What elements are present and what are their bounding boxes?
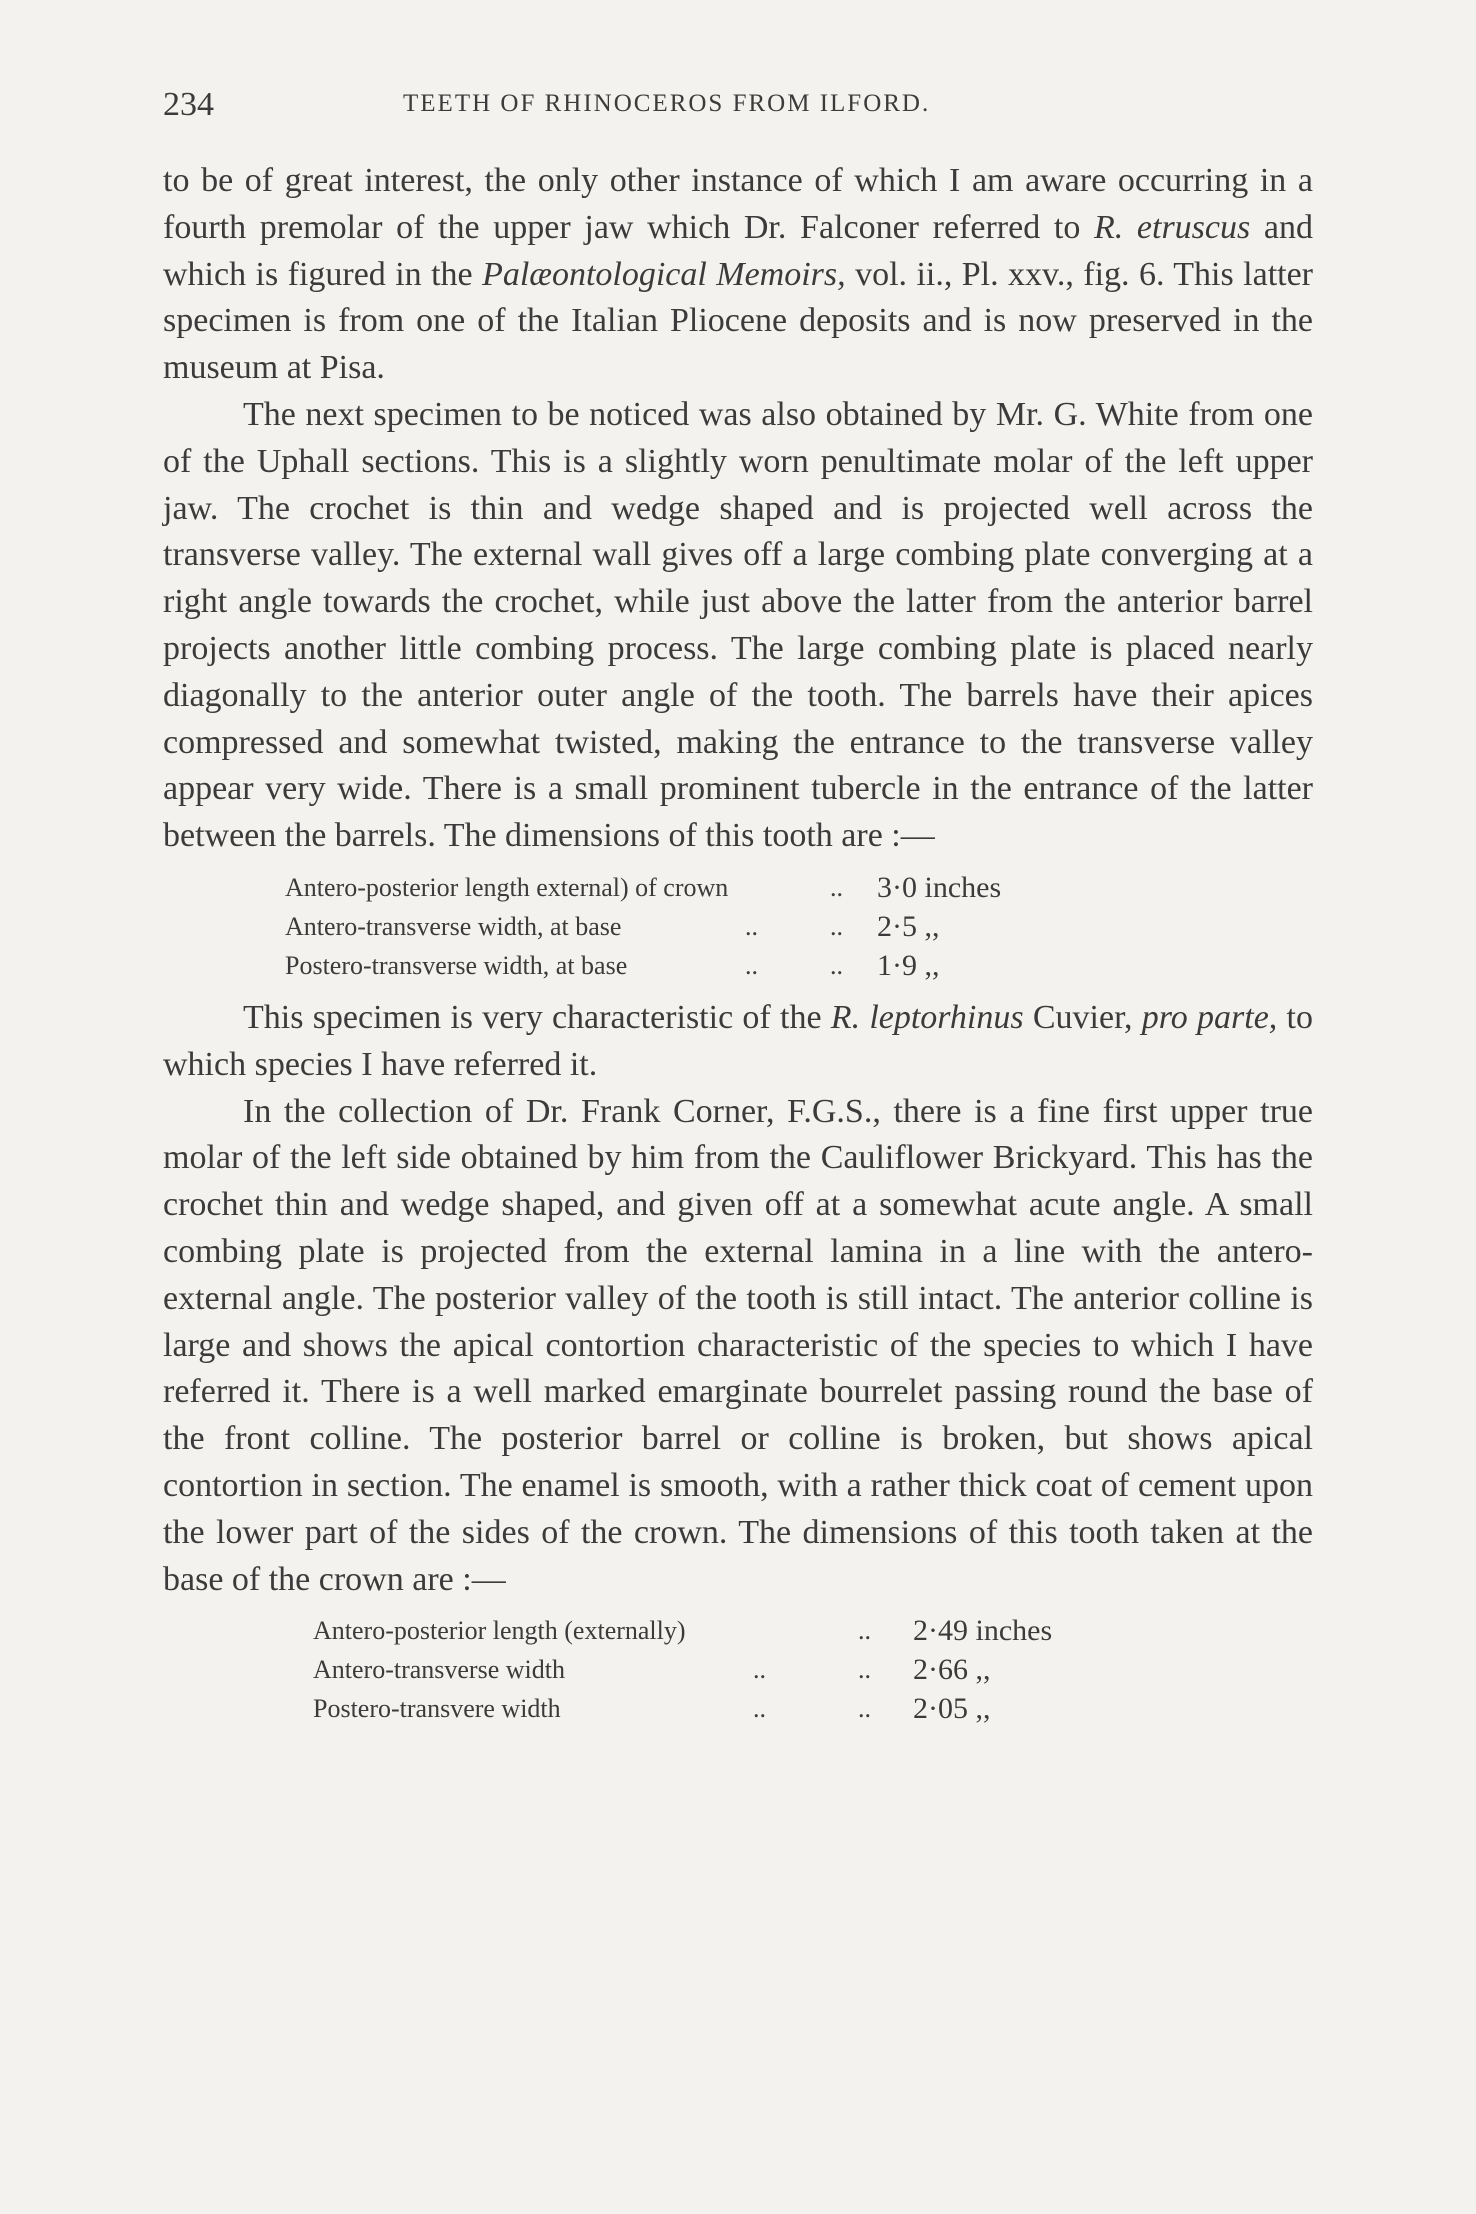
table-row	[285, 946, 1313, 985]
running-head	[163, 86, 1313, 134]
dimensions-table-2	[313, 1611, 1313, 1728]
text-run: and which is figured in the	[163, 208, 1314, 293]
dimension-label: Antero-posterior length external) of crown	[285, 872, 729, 902]
body-text	[163, 158, 1313, 1738]
leader-dots: ..	[753, 1694, 766, 1724]
dimension-label: Antero-posterior length (externally)	[313, 1616, 686, 1646]
dimension-value: 2·05 ,,	[913, 1692, 991, 1726]
dimension-value: 3·0 inches	[877, 870, 1002, 904]
text-run: vol. ii., Pl. xxv., fig. 6. This latter specimen is from one of the Italian Pliocene deposits and is now preserved in the museum at Pisa.	[163, 255, 1313, 387]
dimension-label: Antero-transverse width, at base	[285, 911, 622, 941]
dimension-value: 1·9 ,,	[877, 948, 940, 982]
table-row	[313, 1611, 1313, 1650]
text-run: This specimen is very characteristic of the	[243, 998, 831, 1036]
paragraph-3	[163, 995, 1313, 1089]
text-run: to be of great interest, the only other instance of which I am aware occurring in a fourth premolar of the upper jaw which Dr. Falconer referred to	[163, 162, 1313, 246]
dimension-label: Antero-transverse width	[313, 1655, 565, 1685]
leader-dots: ..	[858, 1694, 871, 1724]
dimension-value: 2·66 ,,	[913, 1653, 991, 1687]
leader-dots: ..	[858, 1655, 871, 1685]
dimension-value: 2·49 inches	[913, 1614, 1053, 1648]
leader-dots: ..	[830, 950, 843, 980]
page-number: 234	[163, 86, 214, 123]
dimension-label: Postero-transverse width, at base	[285, 950, 628, 980]
table-row	[313, 1650, 1313, 1689]
table-row	[313, 1689, 1313, 1728]
paragraph-1	[163, 158, 1313, 392]
text-run: to which species I have referred it.	[163, 998, 1313, 1083]
running-title: TEETH OF RHINOCEROS FROM ILFORD.	[403, 90, 931, 117]
paragraph-2: The next specimen to be noticed was also obtained by Mr. G. White from one of the Uphall sections. This is a slightly worn penultimate molar of the left upper jaw. The crochet is thin and wedge shaped and is projected well across the transverse valley. The external wall gives off a large combing plate converging at a right angle towards the crochet, while just above the latter from the anterior barrel projects another little combing process. The large combing plate is placed nearly diagonally to the anterior outer angle of the tooth. The barrels have their apices compressed and somewhat twisted, making the entrance to the transverse valley appear very wide. There is a small prominent tubercle in the entrance of the latter between the barrels. The dimensions of this tooth are :—	[163, 395, 1313, 855]
leader-dots: ..	[830, 872, 843, 902]
table-row	[285, 907, 1313, 946]
paragraph-4: In the collection of Dr. Frank Corner, F.G.S., there is a fine first upper true molar of the left side obtained by him from the Cauliflower Brickyard. This has the crochet thin and wedge shaped, and given off at a somewhat acute angle. A small combing plate is projected from the external lamina in a line with the antero-external angle. The posterior valley of the tooth is still intact. The anterior colline is large and shows the apical contortion characteristic of the species to which I have referred it. There is a well marked emarginate bourrelet passing round the base of the front colline. The posterior barrel or colline is broken, but shows apical contortion in section. The enamel is smooth, with a rather thick coat of cement upon the lower part of the sides of the crown. The dimensions of this tooth taken at the base of the crown are :—	[163, 1092, 1313, 1598]
table-row	[285, 868, 1313, 907]
species-name: R. etruscus	[1093, 208, 1251, 246]
publication-title: Palæontological Memoirs,	[482, 255, 846, 293]
dimension-label: Postero-transvere width	[313, 1694, 561, 1724]
leader-dots: ..	[830, 911, 843, 941]
leader-dots: ..	[858, 1616, 871, 1646]
leader-dots: ..	[745, 911, 758, 941]
latin-phrase: pro parte,	[1141, 998, 1278, 1036]
leader-dots: ..	[753, 1655, 766, 1685]
text-run: Cuvier,	[1023, 998, 1142, 1036]
dimension-value: 2·5 ,,	[877, 909, 940, 943]
species-name: R. leptorhinus	[830, 998, 1024, 1036]
leader-dots: ..	[745, 950, 758, 980]
dimensions-table-1	[285, 868, 1313, 985]
